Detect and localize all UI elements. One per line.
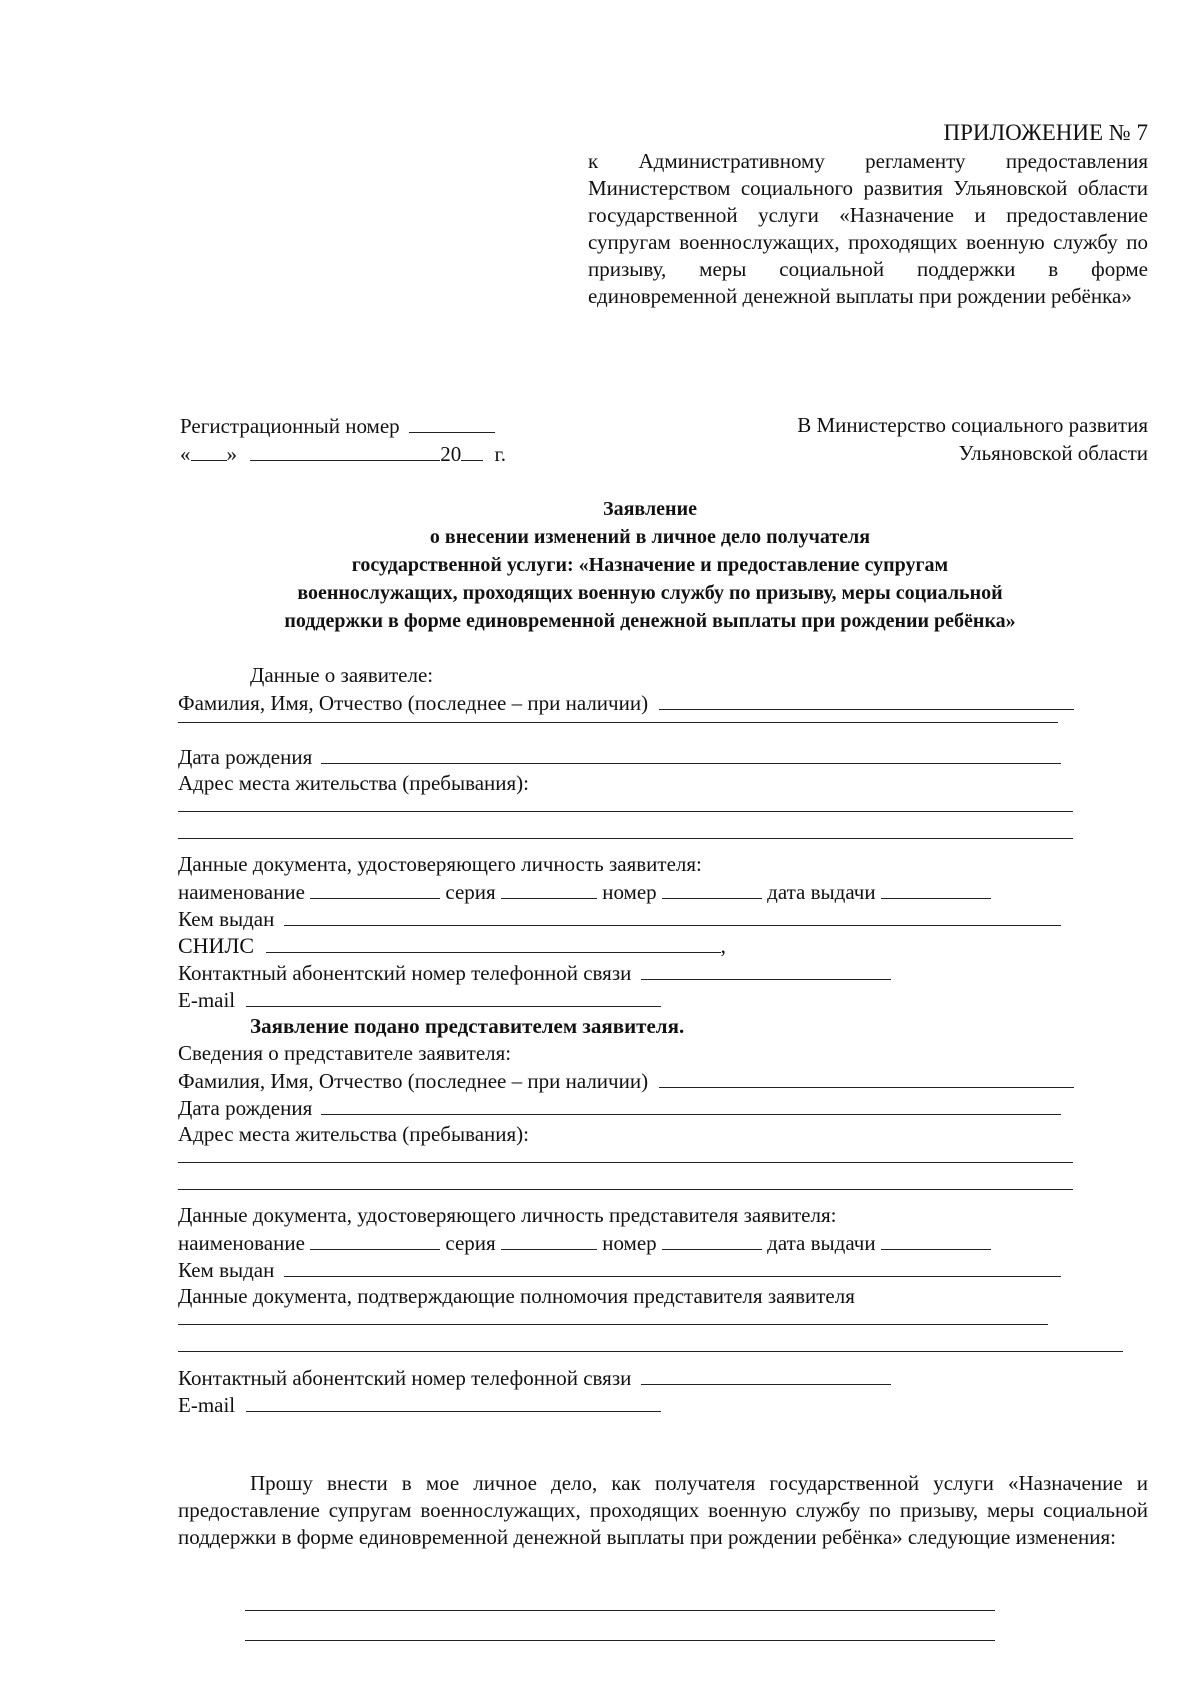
representative-address-line-2: [178, 1175, 1158, 1202]
date-open-quote: «: [180, 442, 191, 466]
representative-fio-label: Фамилия, Имя, Отчество (последнее – при наличии): [178, 1069, 649, 1093]
applicant-birth-row: [178, 743, 1158, 770]
title-line-2: о внесении изменений в личное дело получателя: [429, 526, 871, 548]
representative-fio-field[interactable]: [659, 1067, 1074, 1088]
representative-address-field-1[interactable]: [178, 1162, 1073, 1163]
representative-notice: Заявление подано представителем заявителя.: [250, 1014, 685, 1038]
applicant-address-line-2: [178, 824, 1158, 851]
date-close-quote: »: [226, 442, 237, 466]
applicant-doc-date-label: дата выдачи: [767, 880, 876, 904]
date-year-suffix: г.: [494, 442, 506, 466]
representative-fio-row: [178, 1067, 1158, 1094]
applicant-doc-number-field[interactable]: [662, 878, 762, 899]
applicant-doc-row: [178, 878, 1158, 905]
representative-address-field-2[interactable]: [178, 1189, 1073, 1190]
representative-doc-number-label: номер: [602, 1231, 657, 1255]
representative-issued-row: [178, 1256, 1158, 1283]
representative-authority-label: Данные документа, подтверждающие полномочия представителя заявителя: [178, 1284, 855, 1308]
representative-doc-name-field[interactable]: [310, 1229, 440, 1250]
representative-doc-number-field[interactable]: [662, 1229, 762, 1250]
representative-doc-row: [178, 1229, 1158, 1256]
representative-birth-field[interactable]: [321, 1094, 1061, 1115]
registration-number-row: [180, 412, 560, 440]
representative-authority-line-1: [178, 1310, 1158, 1337]
applicant-address-row: [178, 770, 1158, 797]
applicant-fio-extra-line[interactable]: [178, 722, 1058, 723]
applicant-header: [178, 662, 1158, 689]
applicant-email-field[interactable]: [246, 986, 661, 1007]
applicant-issued-label: Кем выдан: [178, 907, 275, 931]
representative-address-row: [178, 1121, 1158, 1148]
applicant-address-label: Адрес места жительства (пребывания):: [178, 771, 530, 795]
applicant-fio-row: [178, 689, 1158, 716]
applicant-snils-label: СНИЛС: [178, 933, 255, 958]
representative-doc-header-row: [178, 1202, 1158, 1229]
applicant-doc-number-label: номер: [602, 880, 657, 904]
date-month-field[interactable]: [250, 440, 440, 461]
representative-doc-series-field[interactable]: [501, 1229, 597, 1250]
addressee-line-2: Ульяновской области: [958, 441, 1148, 465]
applicant-issued-field[interactable]: [284, 905, 1061, 926]
title-line-1: Заявление: [603, 498, 697, 520]
representative-doc-name-label: наименование: [178, 1231, 305, 1255]
request-change-line-2[interactable]: [245, 1640, 995, 1641]
applicant-doc-name-field[interactable]: [310, 878, 440, 899]
applicant-address-field-1[interactable]: [178, 811, 1073, 812]
registration-number-label: Регистрационный номер: [180, 414, 400, 438]
title-line-4: военнослужащих, проходящих военную службу по призыву, меры социальной: [297, 582, 1003, 604]
applicant-address-line-1: [178, 797, 1158, 824]
annex-header: [588, 120, 1148, 310]
applicant-address-field-2[interactable]: [178, 838, 1073, 839]
representative-authority-line-2: [178, 1337, 1158, 1364]
applicant-phone-label: Контактный абонентский номер телефонной связи: [178, 961, 632, 985]
registration-date-row: [180, 440, 560, 468]
registration-block: [180, 412, 560, 468]
representative-doc-date-field[interactable]: [881, 1229, 991, 1250]
date-year-prefix: 20: [440, 442, 462, 466]
registration-number-field[interactable]: [409, 412, 495, 433]
request-change-line-1[interactable]: [245, 1610, 995, 1611]
representative-phone-label: Контактный абонентский номер телефонной связи: [178, 1366, 632, 1390]
representative-email-label: E-mail: [178, 1393, 236, 1417]
applicant-email-row: [178, 986, 1158, 1013]
representative-authority-field-2[interactable]: [178, 1351, 1123, 1352]
representative-issued-field[interactable]: [284, 1256, 1061, 1277]
annex-title: ПРИЛОЖЕНИЕ № 7: [943, 120, 1148, 145]
representative-birth-row: [178, 1094, 1158, 1121]
applicant-phone-field[interactable]: [641, 959, 891, 980]
representative-header: Сведения о представителе заявителя:: [178, 1041, 512, 1065]
representative-doc-series-label: серия: [445, 1231, 496, 1255]
representative-issued-label: Кем выдан: [178, 1258, 275, 1282]
applicant-doc-series-field[interactable]: [501, 878, 597, 899]
applicant-birth-field[interactable]: [321, 743, 1061, 764]
applicant-doc-date-field[interactable]: [881, 878, 991, 899]
applicant-snils-comma: ,: [720, 933, 727, 958]
addressee-line-1: В Министерство социального развития: [797, 413, 1148, 437]
representative-address-line-1: [178, 1148, 1158, 1175]
representative-address-label: Адрес места жительства (пребывания):: [178, 1122, 530, 1146]
date-day-field[interactable]: [191, 440, 227, 461]
applicant-snils-field[interactable]: [266, 932, 721, 953]
title-line-5: поддержки в форме единовременной денежной выплаты при рождении ребёнка»: [284, 610, 1016, 632]
representative-phone-field[interactable]: [641, 1364, 891, 1385]
representative-doc-header: Данные документа, удостоверяющего личность представителя заявителя:: [178, 1203, 837, 1227]
applicant-fio-continuation: [178, 716, 1158, 743]
representative-doc-date-label: дата выдачи: [767, 1231, 876, 1255]
representative-email-field[interactable]: [246, 1391, 661, 1412]
applicant-birth-label: Дата рождения: [178, 745, 313, 769]
applicant-fio-field[interactable]: [659, 689, 1074, 710]
applicant-phone-row: [178, 959, 1158, 986]
representative-phone-row: [178, 1364, 1158, 1391]
representative-birth-label: Дата рождения: [178, 1096, 313, 1120]
applicant-email-label: E-mail: [178, 988, 236, 1012]
applicant-header-label: Данные о заявителе:: [250, 663, 434, 687]
addressee-block: [628, 412, 1148, 468]
annex-text: к Административному регламенту предоставления Министерством социального развития Ульяновской области государственной услуги «Назначение и предоставление супругам военнослужащих, проходящих военную службу по призыву, меры социальной поддержки в форме единовременной денежной выплаты при рождении ребёнка»: [588, 149, 1148, 308]
date-year-field[interactable]: [461, 440, 483, 461]
representative-authority-row: [178, 1283, 1158, 1310]
representative-header-row: [178, 1040, 1158, 1067]
applicant-snils-row: [178, 932, 1158, 959]
representative-authority-field-1[interactable]: [178, 1324, 1048, 1325]
applicant-doc-header-row: [178, 851, 1158, 878]
request-paragraph: Прошу внести в мое личное дело, как получателя государственной услуги «Назначение и предоставление супругам военнослужащих, проходящих военную службу по призыву, меры социальной поддержки в форме единовременной денежной выплаты при рождении ребёнка» следующие изменения:: [178, 1471, 1148, 1549]
applicant-doc-name-label: наименование: [178, 880, 305, 904]
document-title: [150, 495, 1150, 635]
representative-email-row: [178, 1391, 1158, 1418]
title-line-3: государственной услуги: «Назначение и предоставление супругам: [351, 554, 949, 576]
applicant-doc-header: Данные документа, удостоверяющего личность заявителя:: [178, 852, 702, 876]
applicant-fio-label: Фамилия, Имя, Отчество (последнее – при наличии): [178, 691, 649, 715]
form-body: [178, 662, 1158, 1418]
applicant-doc-series-label: серия: [445, 880, 496, 904]
applicant-issued-row: [178, 905, 1158, 932]
representative-notice-row: [178, 1013, 1158, 1040]
